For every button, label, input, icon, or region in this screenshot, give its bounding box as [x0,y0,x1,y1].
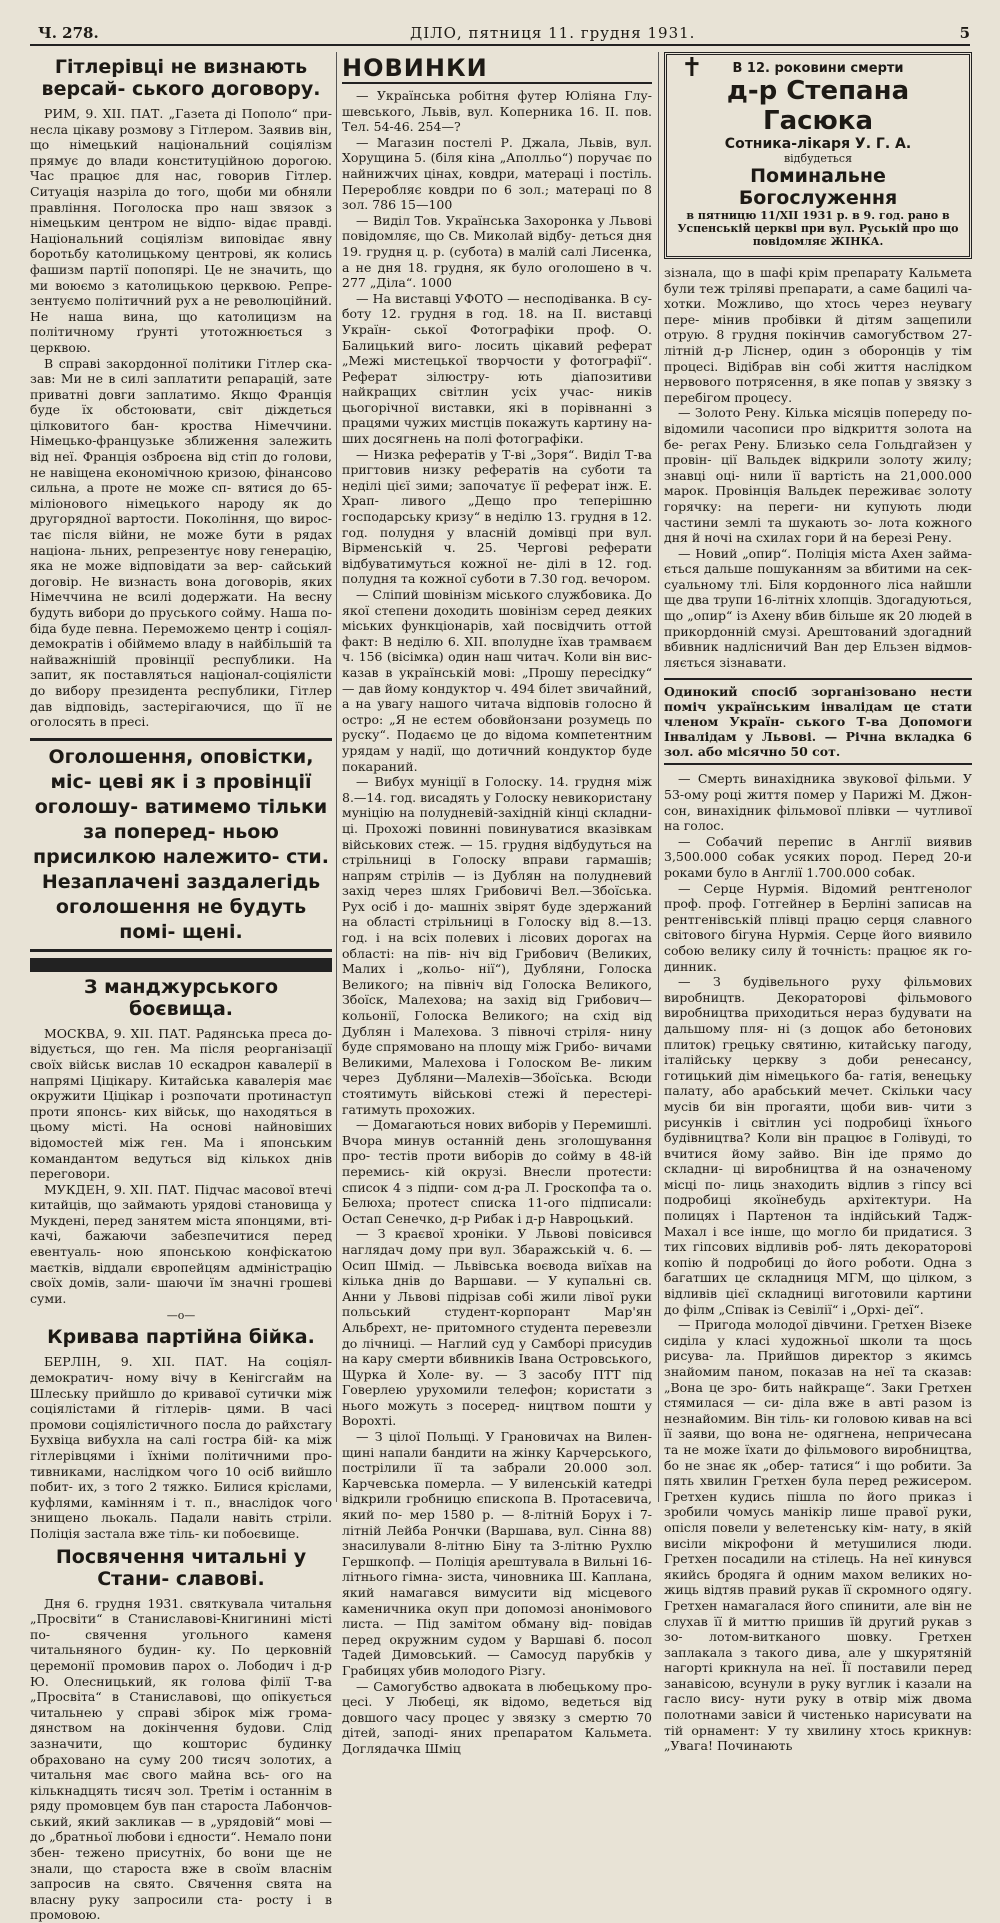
obit-details: в пятницю 11/XII 1931 р. в 9. год. рано в Успенській церкві при вул. Руській про що повідомляє ЖІНКА. [677,209,959,248]
news-item: — Новий „опир“. Поліція міста Ахен займа- ється дальше пошуканням за вбитими на сек- суальному тлі. Біля кордонного ліса найшли ще два трупи 16-літніх хлопців. Здогадуються, що „опир“ із Ахену вбив більше як 20 людей в прикордонній смузі. Арештований здогадний вбивник надлісничий Ван дер Ельзен відмов- ляється зізнавати. [664,545,972,670]
news-item: — Вибух муніції в Голоску. 14. грудня між 8.—14. год. висадять у Голоску невикористану муніцію на полудневій-західній кінці складни- ці. Прохожі повинні повинуватися вказівкам військових стеж. — 15. грудня відбудуться на стрільниці в Голоску вправи гармашів; напрям стрілів — із Дублян на полудневий захід через шлях Грибовичі Вел.—Збоїська. Рух осіб і до- машніх звірят буде здержаний на області стрільниці в Голоску від 8.—13. год. і на всіх полевих і лісових дорогах на області: на пів- ніч від Грибович (Великих, Малих і „кольо- нії“), Дубляни, Голоска Великого; на північ від Голоска Великого, Збоїск, Малехова; на захід від Грибович—кольонії, Голоска Великого; на схід від Дублян і Малехова. З півночі стріля- нину буде спрямовано на площу між Грибо- вичами Великими, Малехова і Голоском Ве- ликим через Дубляни—Малехів—Збоїська. Всюди стоятимуть військові стежі й перестері- гатимуть прохожих. [342,774,652,1117]
article-paragraph: МОСКВА, 9. XII. ПАТ. Радянська преса до- відується, що ген. Ма після реорганізації своїх військ вислав 10 ескадрон кавалерії в напрямі Ціцікару. Китайська кавалерія має окружити Ціцікар і розпочати протинаступ проти японсь- ких військ, що находяться в цьому місті. На основі найновіших відомостей між ген. Ма і японським командантом ведуться від кількох днів переговори. [30,1025,332,1182]
article-title: Гітлерівці не визнають версай- ського договору. [41,56,321,100]
news-item: — На виставці УФОТО — несподіванка. В су- боту 12. грудня в год. 18. на II. виставці Україн- ської Фотографіки проф. О. Балицький виго- лосить цікавий реферат „Межі мистецької творчости у фотографії“. Реферат зілюстру- ють діапозитиви найкращих світлин усіх учас- ників цьогорічної виставки, які в порівнанні з працями чужих мистців покажуть картину на- ших досягнень на полі фотографіки. [342,290,652,447]
column-1 [30,52,332,1923]
obit-name: д-р Степана Гасюка [726,76,910,136]
cross-icon: ✝ [681,53,703,83]
article-paragraph: Дня 6. грудня 1931. святкувала читальня „Просвіти“ в Станиславові-Книгинині місті по- свячення угольного каменя читальняного будин- ку. По церковній церемонії промовив парох о. Лободич і д-р Ю. Олесницький, як голова філії Т-ва „Просвіта“ в Станиславові, що опікується читальнею у справі збірок між грома- дянством на докінчення будови. Слід зазначити, що кошторис будинку обраховано на суму 200 тисяч золотих, а читальня має свого майна всь- ого на кількнадцять тисяч зол. Третім і останнім в ряду промовцем був пан староста Лабончов- ський, який закликав — в „урядовій“ мові — до „братньої любови і єдности“. Немало пони збен- тежено присутніх, бо вони ще не знали, що староста вже в своїм власнім запросив на свято. Свячення свята на власну руку запросили ста- росту і в промовою. [30,1595,332,1923]
news-item: — Магазин постелі Р. Джала, Львів, вул. Хорущина 5. (біля кіна „Аполльо“) поручає по найнижчих цінах, ковдри, матераці і постіль. Переробляє ковдри по 6 зол.; матераці по 8 зол. 786 15—100 [342,134,652,213]
article-title: З манджурського боєвища. [83,975,279,1020]
news-item: — Низка рефератів у Т-ві „Зоря“. Виділ Т-ва пригтовив низку рефератів на суботи та неділі цієї зими; започатує її реферат інж. Е. Храп- ливого „Дещо про теперішню господарську кризу“ в неділю 13. грудня в 12. год. полудня у власній домівці при вул. Вірменській ч. 25. Чергові реферати відбуватимуться кожної не- ділі в 12. год. полудня та кожної суботи в 7.30 год. вечором. [342,446,652,587]
article-paragraph: БЕРЛІН, 9. XII. ПАТ. На соціял-демократич- ному вічу в Кенігсгайм на Шлеську прийшло до кривавої сутички між соціялістами й гітлерів- цями. В часі промови соціялістичного посла до райхстагу Бухвіца вибухла на салі гостра бій- ка між гітлерівцями і їхніми політичними про- тивниками, наслідком чого 10 осіб вийшло побит- их, з того 2 тяжко. Билися кріслами, куфлями, камінням і т. п., внаслідок чого знищено льокаль. Падали навіть стріли. Поліція застала вже тіль- ки побоєвище. [30,1354,332,1541]
article-paragraph: В справі закордонної політики Гітлер ска- зав: Ми не в силі заплатити репарацій, зате приватні довги заплатимо. Якщо Франція буде їх обстоювати, світ діждеться цілковитого бан- кроства Німеччини. Німецько-французьке зближення залежить від неї. Франція озброєна від стіп до голови, не навіщена економічною кризою, фінансово сильна, а проте не може сп- вятися до 65-міліонового німецького народу як до другорядної вартости. Покоління, що вирос- тає після війни, не може бути в рядах націона- льних, репрезентує нову генерацію, яка не може відповідати за вер- сайський договір. Не визнасть вона договорів, яких Німеччина не всилі додержати. На весну будуть вибори до пруського сойму. Наша по- біда буде певна. Переможемо центр і соціял- демократів і обіймемо владу в найбільшій та найважнішій провінції республики. На запит, як поставляться націонал-соціялісти до вибору президента республики, Гітлер дав відповідь, застерігаючися, що її не оголосять в пресі. [30,355,332,730]
column-3 [664,52,972,1754]
separator: —o— [166,1309,196,1323]
news-item: — Домагаються нових виборів у Перемишлі. Вчора минув останній день зголошування про- тестів проти виборів до сойму в 48-ій перемись- кій окрузі. Внесли протести: список 4 з підпи- сом д-ра Л. Гроскопфа та о. Белюха; протест списка 11-ого підписали: Остап Сенечко, д-р Рибак і д-р Навроцький. [342,1117,652,1226]
column-rule [658,52,659,1502]
news-item: — З краєвої хроніки. У Львові повісився наглядач дому при вул. Збаражській ч. 6. — Осип Шмід. — Львівська воєвода виїхав на кілька днів до Варшави. — У купальні св. Анни у Львові підрізав собі жили лівої руки польський студент-корпорант Мар'ян Альбрехт, не- притомного студента перевезли до лічниці. — Наглий суд у Самборі присудив на кару смерти вбивників Івана Островського, Щурка й Холе- ву. — З засобу ПТТ під Говерлею урухомили телефон; користати з нього можуть з посеред- ництвом пошти у Ворохті. [342,1226,652,1429]
news-item: — Золото Рену. Кілька місяців попереду по- відомили часописи про відкриття золота на бе- регах Рену. Близько села Гольдгайзен у провін- ції Вальдек відкрили золоту жилу; знавці оці- нили її вартість на 21,000.000 марок. Провінція Вальдек переживає золоту горячку: на переги- ни купують люди частини землі та шукають зо- лота кожного дня й ночі на схилах гори й на березі Рену. [664,405,972,546]
news-item: — Серце Нурмія. Відомий рентгенолог проф. проф. Готгейнер в Берліні записав на рентгенівській плівці працю серця славного світового бігуна Нурмія. Серце його виявило собою велику силу й точність: працює як го- динник. [664,880,972,974]
news-item: — Українська робітня футер Юліяна Глу- шевського, Львів, вул. Коперника 16. II. пов. Тел. 54-46. 254—? [342,88,652,135]
column-2 [342,52,652,1756]
article-paragraph: РИМ, 9. XII. ПАТ. „Газета ді Пополо“ при- несла цікаву розмову з Гітлером. Заявив він, що німецький національний соціялізм прямує до влади конституційною дорогою. Час працює для нас, говорив Гітлер. Ситуація назріла до того, щоби ми обняли правління. Поголоска про наш звязок з німецьким центром не відпо- відає правді. Національний соціялізм виповідає явну боротьбу католицькому центрові, як колись фашизм партії попопярі. Це не значить, що ми воюємо з католицькою церквою. Репре- зентуємо політичний рух а не революційний. Не наша вина, що католицизм на політичному ґрунті утотожнюється з церквою. [30,106,332,355]
news-item: — Собачий перепис в Англії виявив 3,500.000 собак усяких пород. Перед 20-и роками було в Англії 1.700.000 собак. [664,833,972,880]
invalid-aid-notice: Одинокий спосіб зорганізовано нести поміч українським інвалідам це стати членом Україн- ського Т-ва Допомоги Інвалідам у Львові. — Річна вкладка 6 зол. або місячно 50 сот. [664,678,972,765]
news-item: — Смерть винахідника звукової фільми. У 53-ому році життя помер у Парижі М. Джон- сон, винахідник фільмової плівки — чутливої на голос. [664,771,972,834]
news-item: — Пригода молодої дівчини. Гретхен Візеке сиділа у класі художньої школи та щось рисува- ла. Прийшов директор з якимсь знайомим паном, показав на неї та сказав: „Вона це зро- бить найкраще“. Заки Гретхен стямилася — си- діла вже в авті разом із незнайомим. Він тіль- ки головою кивав на всі її заяви, що вона не- одягнена, непричесана та не може їхати до фільмового виробництва, бо не знає як „обер- татися“ і що робити. За пять хвилин Гретхен була перед режисером. Гретхен кудись пішла по його приказ і зробили чомусь манікір лише правої руки, опісля повели у велетенську кім- нату, в якій висіли мікрофони й метушилися люди. Гретхен посадили на стілець. На неї кинувся якийсь бродяга й одним махом великих но- жиць відтяв правий рукав її скромного одягу. Гретхен намагалася його спинити, але він не слухав її й миттю пришив їй другий рукав з зо- лотом-витканого шовку. Гретхен заплакала з такого дива, але у шкурятяній нагорті крикнула на неї. Її поставили перед занавісою, всунули в руку вуглик і казали на гасло вису- нути руку в отвір між двома полотнами завіси й чистенько нарисувати на тій орнамент: У ту хвилину хтось крикнув: „Увага! Починають [664,1317,972,1754]
advert-notice: Оголошення, оповістки, міс- цеві як і з провінції оголошу- ватимемо тільки за поперед- ньою присилкою належито- сти. Незаплачені заздалегідь оголошення не будуть помі- щені. [30,738,332,952]
page-number: 5 [959,24,970,42]
article-title: Кривава партійна бійка. [47,1326,315,1349]
black-rule [30,958,332,972]
column-rule [336,52,337,1502]
obit-anniversary: В 12. роковини смерти [732,61,904,76]
news-item: — Сліпий шовінізм міського службовика. До якої степени доходить шовінізм серед деяких міських функціонарів, хай посвідчить оттой факт: В неділю 6. XII. вполудне їхав трамваєм ч. 156 (вісімка) один наш читач. Коли він вис- казав в українській мові: „Прошу пересідку“ — дав йому кондуктор ч. 494 білет звичайний, а на увагу нашого читача відповів голосно й остро: „Я не естем обовйонзани розумець по руску“. Подаємо це до відома компетентним урядам у надії, що дотичний кондуктор буде покараний. [342,587,652,774]
obit-will-be-held: відбудеться [783,152,853,165]
article-title: Посвячення читальні у Стани- славові. [55,1545,307,1590]
issue-number: Ч. 278. [38,24,99,42]
news-item: зізнала, що в шафі крім препарату Кальмета були теж тріляві препарати, а саме бацилі ча- хотки. Можливо, що хтось через неувагу пере- мінив пробівки й дітям защепили отрую. 8 грудня покінчив самогубством 27-літній д-р Ліснер, один з оборонців у тім процесі. Відібрав він собі життя наслідком нервового потрясення, в яке попав у звязку з перебігом процесу. [664,265,972,405]
page-header [30,22,970,46]
obituary-box [664,52,972,259]
obit-service: Поминальне Богослуження [738,165,898,209]
news-item: — Самогубство адвоката в любецькому про- цесі. У Любеці, як відомо, ведеться від довшого часу процес у звязку з смертю 70 дітей, заподі- яних препаратом Кальмета. Доглядачка Шміц [342,1678,652,1756]
obit-rank: Сотника-лікаря У. Г. А. [724,136,912,152]
news-item: — З будівельного руху фільмових виробництв. Декораторові фільмового виробництва приходиться нераз будувати на дальшому пля- ні (з дощок або бетонових плиток) грецьку святиню, китайську пагоду, італійську церкву з доби ренесансу, готицький дім німецького ба- гатія, венецьку палату, або арабський мечет. Скільки часу мусів би він прогаяти, щоби вив- чити з рисунків і світлин усі подробиці їхнього будівництва? Коли він працює в Голівуді, то вчитися йому зайво. Він іде прямо до складни- ці виробництва й на означеному місці по- лиць знаходить відлив з гіпсу всі подробиці якоїнебудь архітектури. На полицях і Партенон та індійський Тадж-Махал і все інше, що могло би придатися. З тих гіпсових відливів роб- лять декораторові копію й подробиці до його роботи. Одна з багатших це складниця МГМ, що цілком, з відливів цієї складниці виготовили картини до філм „Співак із Севілії“ і „Орхі- деї“. [664,974,972,1317]
masthead: ДІЛО, пятниця 11. грудня 1931. [410,24,696,42]
news-item: — Виділ Тов. Українська Захоронка у Львові повідомляє, що Св. Миколай відбу- деться дня 19. грудня ц. р. (субота) в малій салі Лисенка, а не дня 18. грудня, як було оголошено в ч. 277 „Діла“. 1000 [342,212,652,291]
section-heading: НОВИНКИ [342,54,652,84]
article-paragraph: МУКДЕН, 9. XII. ПАТ. Підчас масової втечі китайців, що займають урядові становища у Мукдені, перед занятем міста японцями, вті- качі, бажаючи забезпечитися перед евентуаль- ною японською конфіскатою маєтків, віддали європейцям адміністрацію своїх домів, зали- шаючи їм значні грошеві суми. [30,1181,332,1306]
news-item: — З цілої Польщі. У Грановичах на Вилен- щині напали бандити на жінку Карчерського, пострілили її та забрали 20.000 зол. Карчевська померла. — У виленській катедрі відкрили гробницю єпископа В. Протасевича, який по- мер 1580 р. — 8-літній Борух і 7-літній Лейба Рончки (Варшава, вул. Сінна 88) знасилували 8-літню Біну та 3-літню Рухлю Гершкопф. — Поліція арештувала в Вильні 16-літнього гімна- зиста, чиновника Ш. Каплана, який намагався вимусити від місцевого каменичника окуп при допомозі анонімового листа. — Під замітом обману від- повідав перед окружним судом у Варшаві б. посол Тадей Димовський. — Самосуд парубків у Грабицях убив молодого Різгу. [342,1429,652,1678]
